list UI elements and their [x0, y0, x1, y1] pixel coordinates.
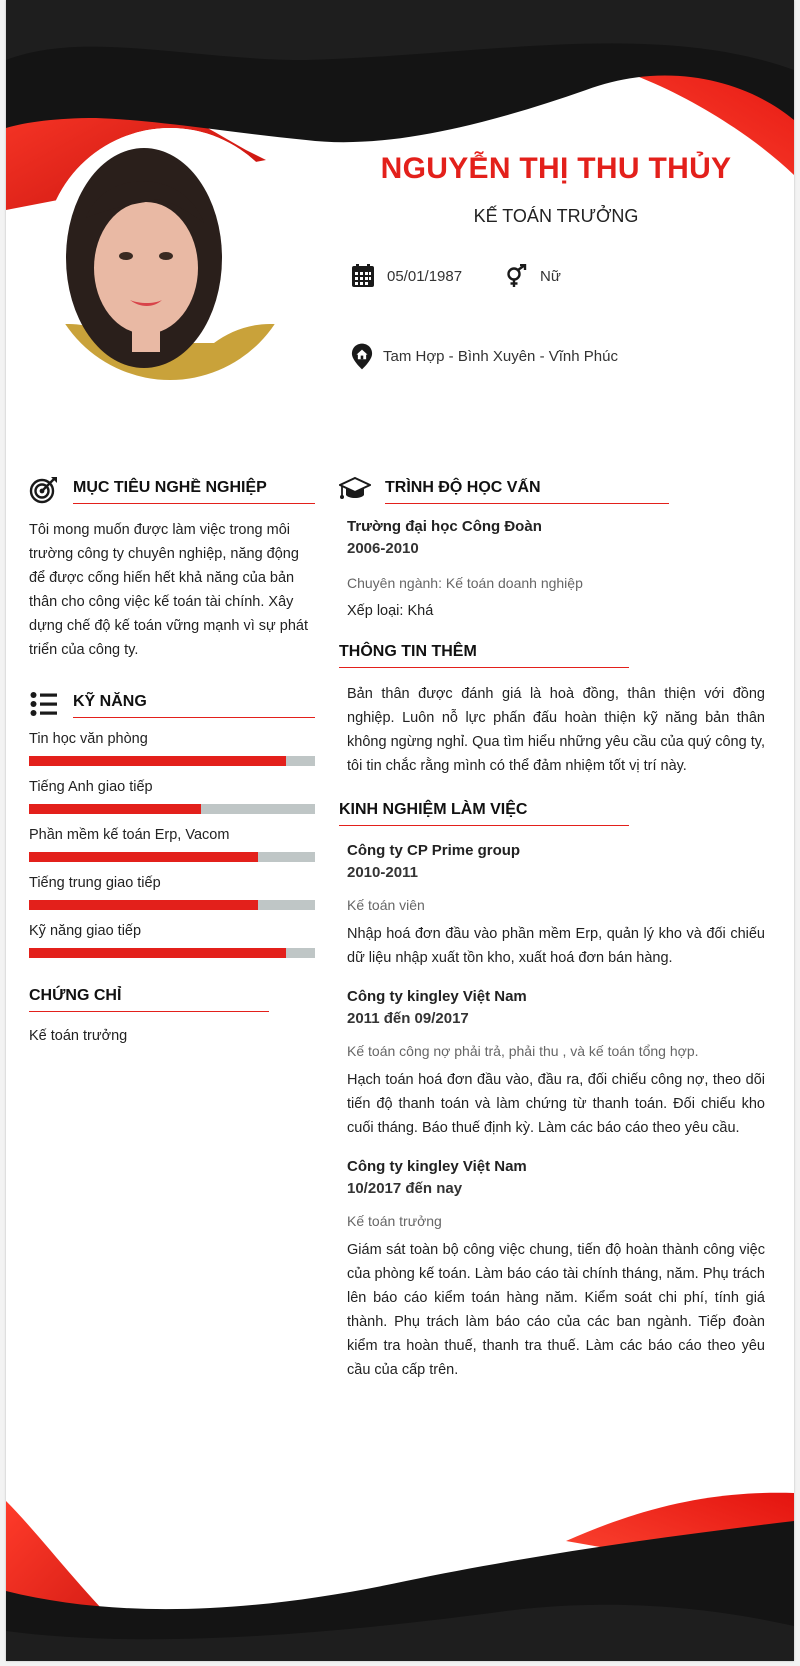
experience-list	[347, 840, 765, 1382]
skill-list	[29, 730, 315, 958]
skill-item	[29, 874, 315, 910]
job-company: Công ty kingley Việt Nam	[347, 988, 527, 1005]
right-column	[339, 470, 765, 1382]
job-period: 2010-2011	[347, 864, 418, 881]
education-title: TRÌNH ĐỘ HỌC VẤN	[385, 479, 669, 504]
education-heading	[339, 470, 669, 504]
certificate-item: Kế toán trưởng	[29, 1028, 128, 1044]
skill-bar-fill	[29, 852, 258, 862]
skill-name: Kỹ năng giao tiếp	[29, 923, 142, 939]
objective-title: MỤC TIÊU NGHỀ NGHIỆP	[73, 479, 315, 504]
skill-item	[29, 826, 315, 862]
address-value: Tam Hợp - Bình Xuyên - Vĩnh Phúc	[383, 348, 618, 365]
skill-bar	[29, 948, 315, 958]
date-of-birth-value: 05/01/1987	[387, 267, 463, 285]
job-description: Hạch toán hoá đơn đầu vào, đầu ra, đối chiếu công nợ, theo dõi tiến độ thanh toán và làm chứng từ thanh toán. Đối chiếu kho cuối tháng. Báo thuế định kỳ. Làm các báo cáo theo yêu cầu.	[347, 1072, 765, 1136]
skill-bar-fill	[29, 756, 286, 766]
objective-heading	[29, 470, 315, 504]
calendar-icon	[351, 264, 375, 288]
candidate-name: NGUYỄN THỊ THU THỦY	[380, 152, 732, 185]
skill-bar	[29, 756, 315, 766]
additional-text: Bản thân được đánh giá là hoà đồng, thân thiện với đồng nghiệp. Luôn nỗ lực phấn đấu hoàn thiện kỹ năng bản thân không ngừng nghỉ. Qua tìm hiểu những yêu cầu của quý công ty, tôi tin chắc rằng mình có thể đảm nhiệm tốt vị trí này.	[347, 686, 765, 774]
skill-bar	[29, 852, 315, 862]
skill-name: Phần mềm kế toán Erp, Vacom	[29, 827, 230, 843]
job-position: Kế toán viên	[347, 897, 425, 913]
experience-title: KINH NGHIỆM LÀM VIỆC	[339, 801, 629, 826]
gender-icon	[504, 264, 528, 288]
skill-item	[29, 922, 315, 958]
skill-name: Tiếng Anh giao tiếp	[29, 779, 153, 795]
education-years: 2006-2010	[347, 540, 419, 557]
skill-item	[29, 778, 315, 814]
graduation-cap-icon	[339, 476, 371, 504]
left-column	[29, 470, 315, 1048]
skill-bar-fill	[29, 900, 258, 910]
portrait-illustration	[44, 128, 296, 380]
job-entry	[347, 840, 765, 970]
skill-bar	[29, 804, 315, 814]
education-major: Chuyên ngành: Kế toán doanh nghiệp	[347, 575, 583, 591]
certificates-heading	[29, 978, 269, 1012]
job-position: Kế toán công nợ phải trả, phải thu , và kế toán tổng hợp.	[347, 1043, 699, 1059]
education-school: Trường đại học Công Đoàn	[347, 518, 542, 535]
job-position: Kế toán trưởng	[347, 1213, 442, 1229]
job-description: Nhập hoá đơn đầu vào phần mềm Erp, quản lý kho và đối chiếu dữ liệu nhập xuất tồn kho, xuất hoá đơn bán hàng.	[347, 926, 765, 966]
certificates-title: CHỨNG CHỈ	[29, 987, 269, 1012]
education-entry	[347, 516, 765, 622]
skills-title: KỸ NĂNG	[73, 693, 315, 718]
job-period: 10/2017 đến nay	[347, 1180, 463, 1197]
date-of-birth	[351, 264, 462, 288]
candidate-job-title: KẾ TOÁN TRƯỞNG	[473, 206, 639, 226]
skills-heading	[29, 684, 315, 718]
skill-bar-fill	[29, 948, 286, 958]
list-icon	[29, 690, 59, 718]
gender	[504, 264, 561, 288]
profile-photo	[44, 128, 296, 380]
job-entry	[347, 1156, 765, 1382]
footer-wave-decoration	[6, 1461, 794, 1661]
job-period: 2011 đến 09/2017	[347, 1010, 469, 1027]
education-grade: Xếp loại: Khá	[347, 603, 434, 619]
job-company: Công ty kingley Việt Nam	[347, 1158, 527, 1175]
skill-item	[29, 730, 315, 766]
job-description: Giám sát toàn bộ công việc chung, tiến độ hoàn thành công việc của phòng kế toán. Làm báo cáo tài chính tháng, năm. Phụ trách lên báo cáo kiểm toán hàng năm. Kiểm soát chi phí, tính giá thành. Phụ trách làm báo cáo của các ban ngành. Tiếp đoàn kiểm tra hoàn thuế, thanh tra thuế. Làm các báo cáo theo yêu cầu của cấp trên.	[347, 1242, 765, 1378]
skill-name: Tiếng trung giao tiếp	[29, 875, 161, 891]
skill-name: Tin học văn phòng	[29, 731, 148, 747]
skill-bar	[29, 900, 315, 910]
skill-bar-fill	[29, 804, 201, 814]
address	[351, 343, 618, 370]
objective-text: Tôi mong muốn được làm việc trong môi trường công ty chuyên nghiệp, năng động để được cống hiến hết khả năng của bản thân cho công việc kế toán tài chính. Xây dựng chế độ kế toán vững mạnh vì sự phát triển của công ty.	[29, 522, 309, 658]
location-pin-icon	[351, 343, 373, 370]
experience-heading	[339, 792, 629, 826]
job-entry	[347, 986, 765, 1140]
target-icon	[29, 476, 59, 504]
additional-heading	[339, 634, 629, 668]
additional-title: THÔNG TIN THÊM	[339, 643, 629, 668]
job-company: Công ty CP Prime group	[347, 842, 521, 859]
cv-page	[6, 0, 794, 1661]
gender-value: Nữ	[540, 267, 561, 285]
